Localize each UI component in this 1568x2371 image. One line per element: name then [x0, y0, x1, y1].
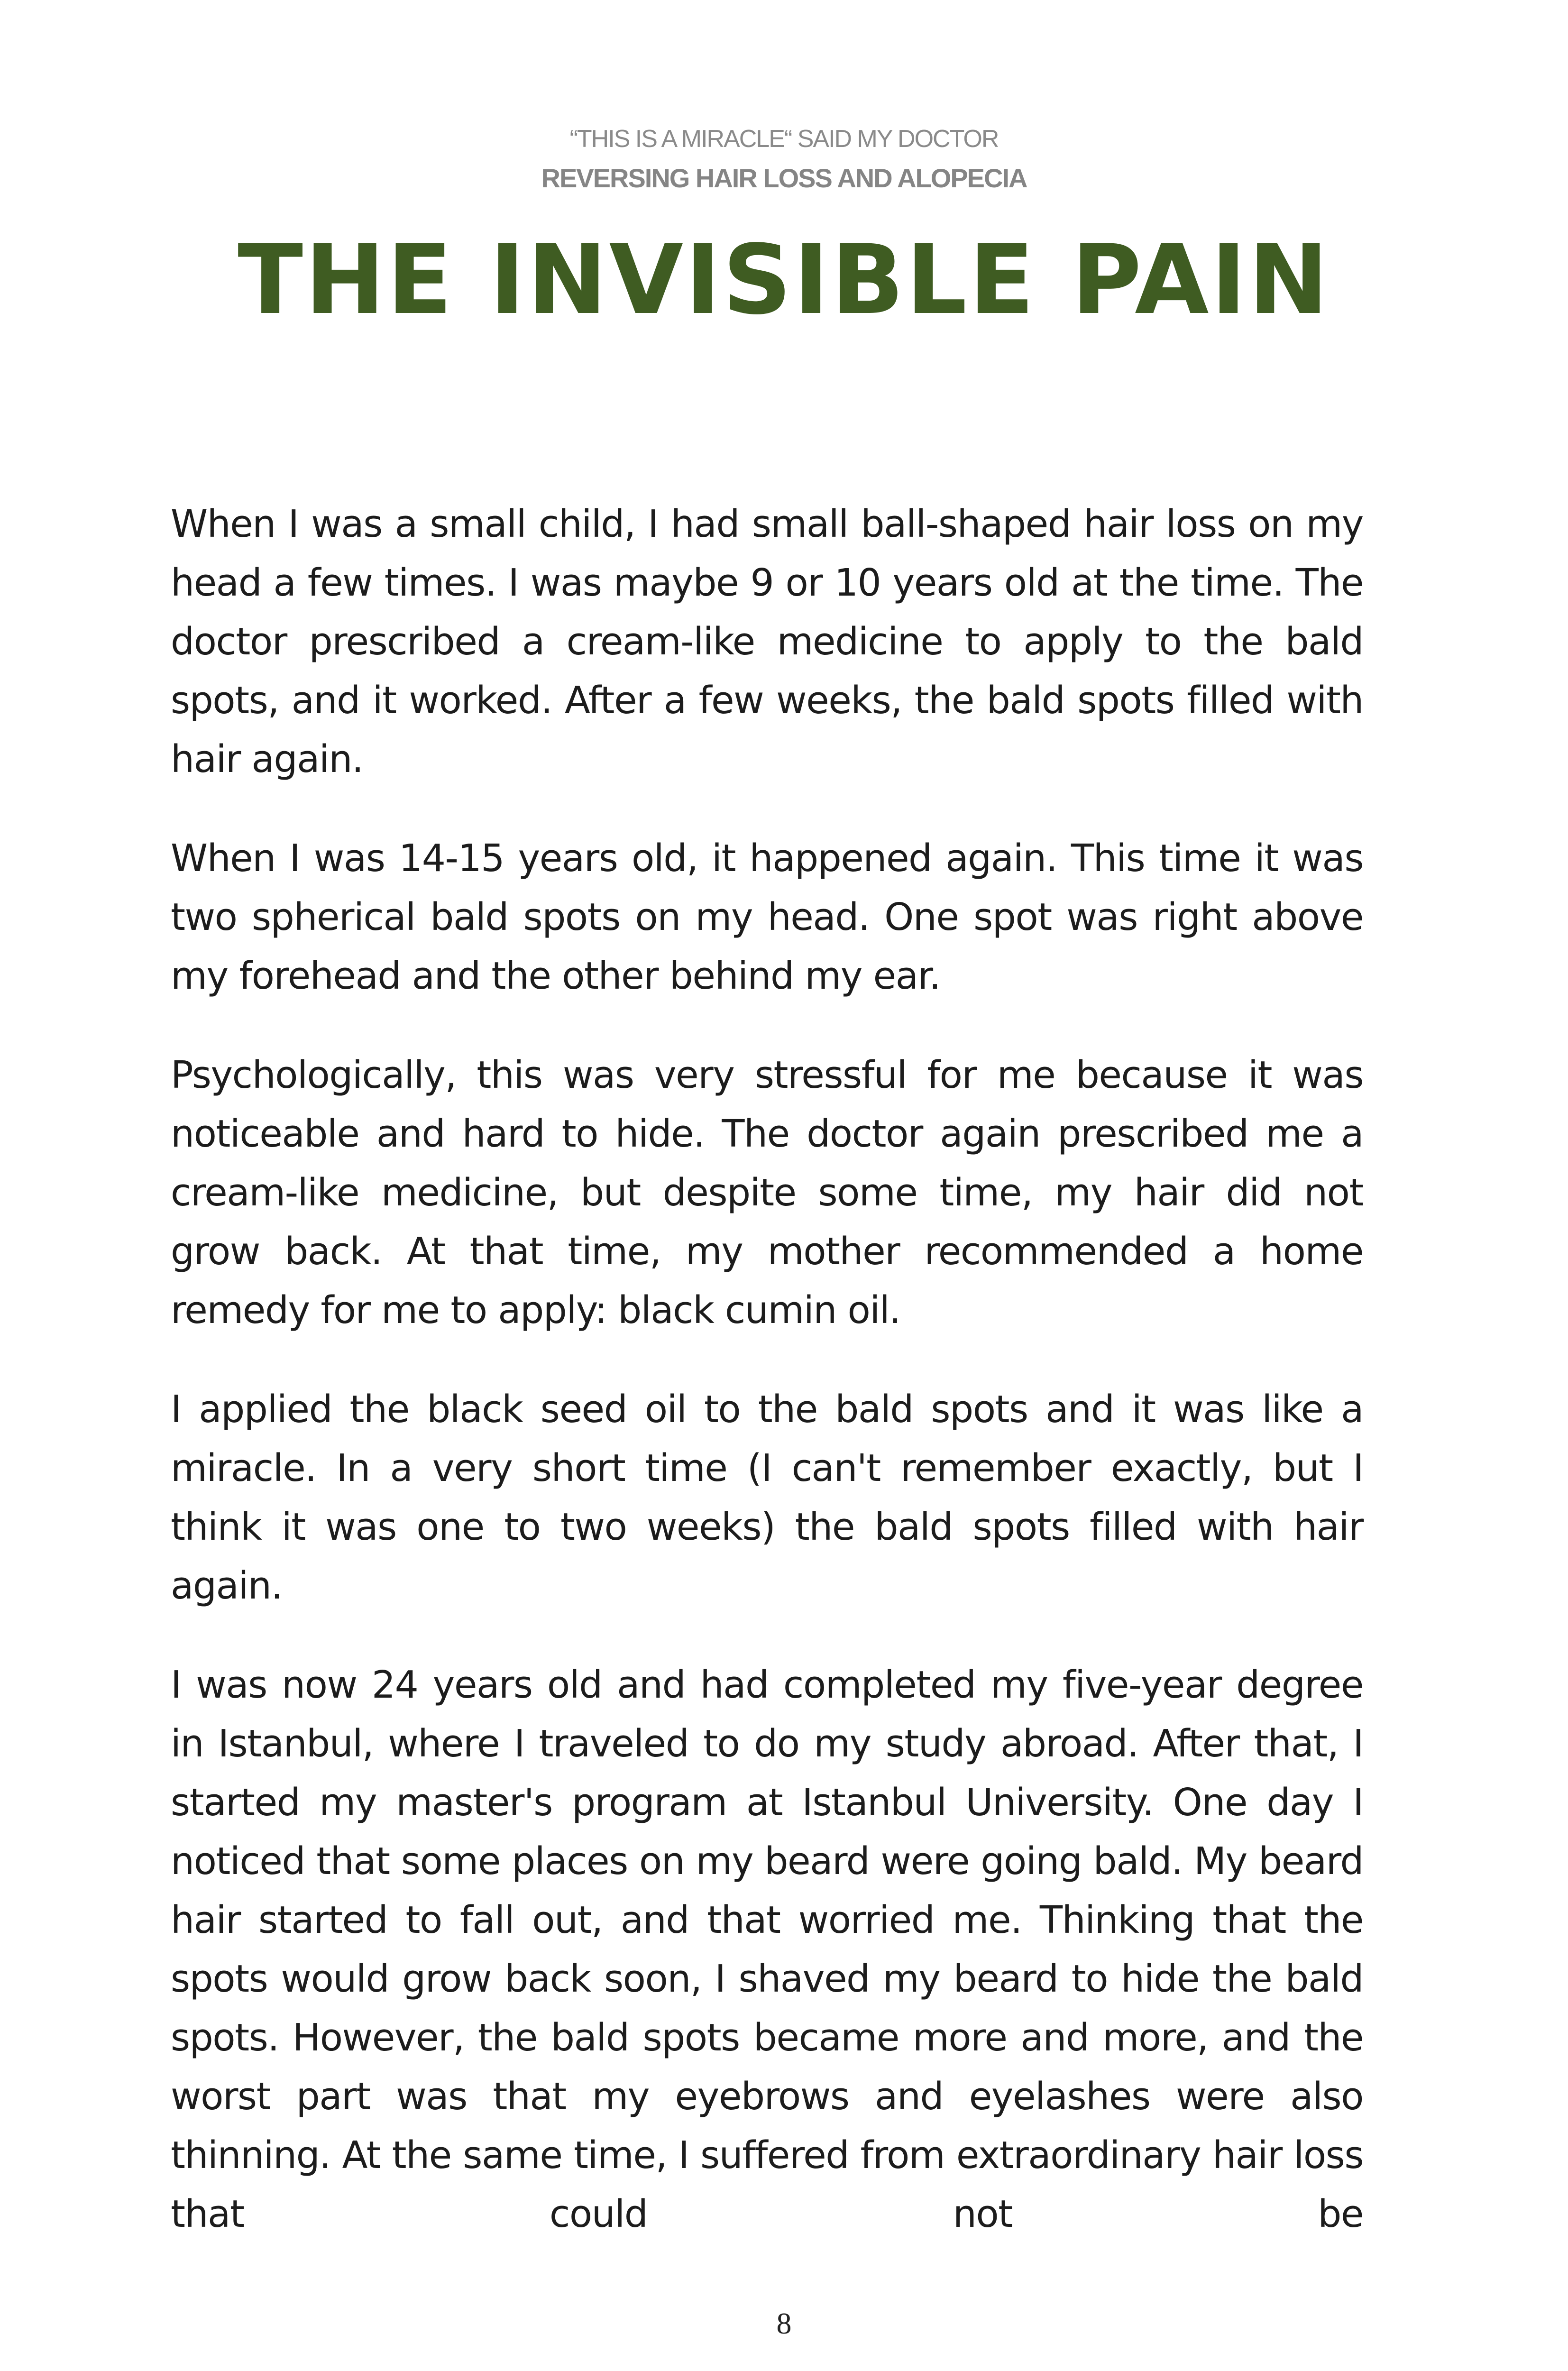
- paragraph-4: I applied the black seed oil to the bald spots and it was like a miracle. In a very short time (I can't remember exactly, but I think it was one to two weeks) the bald spots filled with hair again.: [171, 1388, 1363, 1608]
- paragraph-3: Psychologically, this was very stressful for me because it was noticeable and hard to hide. The doctor again prescribed me a cream-like medicine, but despite some time, my hair did not grow back. At that time, my mother recommended a home remedy for me to apply: black cumin oil.: [171, 1053, 1363, 1332]
- chapter-body: [171, 495, 1363, 2243]
- running-head-book-subtitle: REVERSING HAIR LOSS AND ALOPECIA: [541, 163, 1027, 193]
- running-head-tagline: “THIS IS A MIRACLE“ SAID MY DOCTOR: [569, 125, 999, 153]
- page-number: 8: [776, 2307, 792, 2340]
- chapter-title: THE INVISIBLE PAIN: [238, 224, 1330, 336]
- paragraph-2: When I was 14-15 years old, it happened again. This time it was two spherical bald spots on my head. One spot was right above my forehead and the other behind my ear.: [171, 836, 1363, 998]
- paragraph-5: I was now 24 years old and had completed my five-year degree in Istanbul, where I traveled to do my study abroad. After that, I started my master's program at Istanbul University. One day I noticed that some places on my beard were going bald. My beard hair started to fall out, and that worried me. Thinking that the spots would grow back soon, I shaved my beard to hide the bald spots. However, the bald spots became more and more, and the worst part was that my eyebrows and eyelashes were also thinning. At the same time, I suffered from extraordinary hair loss that could not be: [171, 1663, 1363, 2236]
- paragraph-1: When I was a small child, I had small ball-shaped hair loss on my head a few times. I was maybe 9 or 10 years old at the time. The doctor prescribed a cream-like medicine to apply to the bald spots, and it worked. After a few weeks, the bald spots filled with hair again.: [171, 502, 1363, 781]
